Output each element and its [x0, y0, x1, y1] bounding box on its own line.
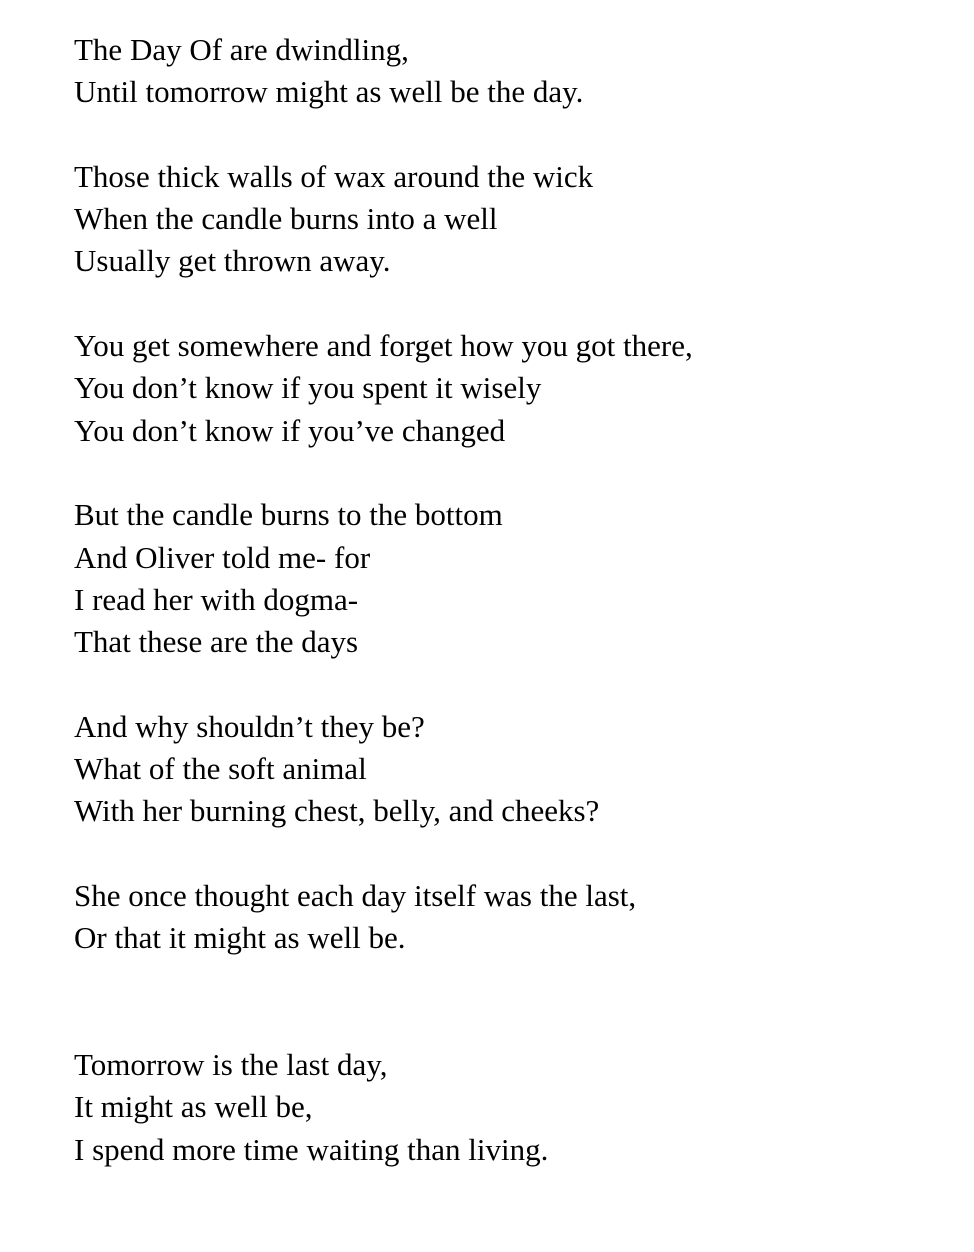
- poem-line: I spend more time waiting than living.: [74, 1131, 549, 1167]
- stanza-5: [74, 706, 934, 833]
- poem-line: Or that it might as well be.: [74, 920, 406, 956]
- poem-line: With her burning chest, belly, and cheeks?: [74, 793, 600, 829]
- poem-line: When the candle burns into a well: [74, 201, 498, 237]
- stanza-7: [74, 1044, 934, 1171]
- stanza-break: [74, 960, 934, 1045]
- poem-line: And why shouldn’t they be?: [74, 708, 425, 744]
- stanza-break: [74, 452, 934, 494]
- poem-line: And Oliver told me- for: [74, 539, 371, 575]
- poem-line: You get somewhere and forget how you got there,: [74, 328, 693, 364]
- poem-line: Until tomorrow might as well be the day.: [74, 74, 584, 110]
- stanza-break: [74, 663, 934, 705]
- poem-line: What of the soft animal: [74, 751, 367, 787]
- poem-line: That these are the days: [74, 624, 359, 660]
- stanza-break: [74, 833, 934, 875]
- poem-line: You don’t know if you’ve changed: [74, 412, 506, 448]
- poem-line: It might as well be,: [74, 1089, 313, 1125]
- stanza-4: [74, 494, 934, 663]
- poem-line: You don’t know if you spent it wisely: [74, 370, 542, 406]
- stanza-3: [74, 325, 934, 452]
- poem-line: Those thick walls of wax around the wick: [74, 158, 594, 194]
- poem-line: Usually get thrown away.: [74, 243, 391, 279]
- poem-line: But the candle burns to the bottom: [74, 497, 503, 533]
- poem-line: I read her with dogma-: [74, 581, 359, 617]
- stanza-break: [74, 283, 934, 325]
- poem-line: Tomorrow is the last day,: [74, 1047, 388, 1083]
- poem-line: She once thought each day itself was the last,: [74, 877, 637, 913]
- poem-line: The Day Of are dwindling,: [74, 32, 409, 67]
- stanza-1: [74, 29, 934, 114]
- stanza-2: [74, 156, 934, 283]
- stanza-break: [74, 114, 934, 156]
- stanza-6: [74, 875, 934, 960]
- poem-body: [74, 29, 934, 1171]
